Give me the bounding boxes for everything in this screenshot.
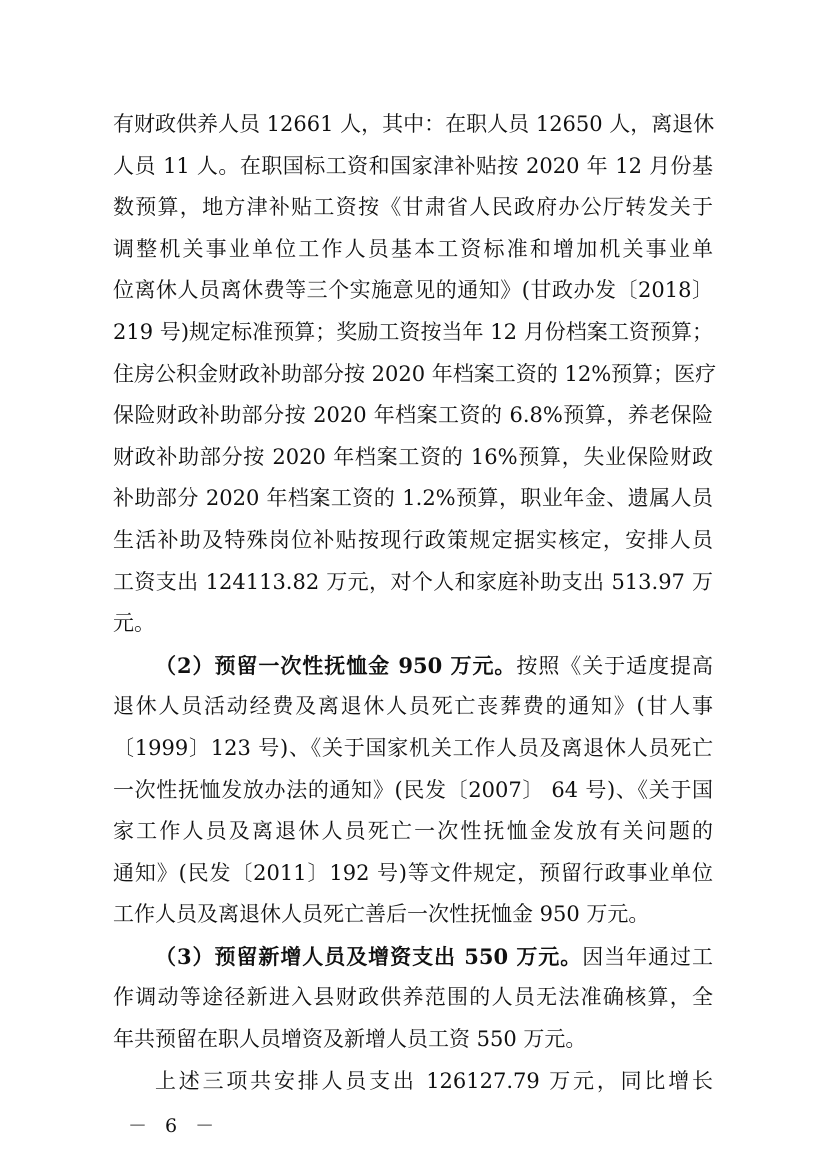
- text-line: 〔1999〕123 号)、《关于国家机关工作人员及离退休人员死亡: [113, 735, 713, 760]
- text-run: 按照《关于适度提高: [516, 653, 713, 678]
- paragraph-personnel-budget: [113, 104, 717, 645]
- paragraph-summary: [113, 1061, 713, 1103]
- text-line: 通知》(民发〔2011〕192 号)等文件规定，预留行政事业单位: [113, 860, 713, 885]
- text-line: 人员 11 人。在职国标工资和国家津补贴按 2020 年 12 月份基: [113, 153, 713, 178]
- text-line: [113, 936, 713, 978]
- document-body: [113, 104, 717, 1102]
- section-heading: （2）预留一次性抚恤金 950 万元。: [155, 652, 517, 678]
- text-line: 生活补助及特殊岗位补贴按现行政策规定据实核定，安排人员: [113, 527, 713, 552]
- text-line: 元。: [113, 611, 155, 636]
- text-line: 219 号)规定标准预算；奖励工资按当年 12 月份档案工资预算；: [113, 319, 713, 344]
- text-line: 工作人员及离退休人员死亡善后一次性抚恤金 950 万元。: [113, 902, 650, 927]
- text-line: 财政补助部分按 2020 年档案工资的 16%预算，失业保险财政: [113, 444, 713, 469]
- text-line: 一次性抚恤发放办法的通知》(民发〔2007〕 64 号)、《关于国: [113, 777, 713, 802]
- text-line: 年共预留在职人员增资及新增人员工资 550 万元。: [113, 1027, 587, 1052]
- text-line: 数预算，地方津补贴工资按《甘肃省人民政府办公厅转发关于: [113, 195, 713, 220]
- paragraph-new-staff-reserve: [113, 936, 713, 1061]
- text-line: 工资支出 124113.82 万元，对个人和家庭补助支出 513.97 万: [113, 569, 713, 594]
- text-line: 补助部分 2020 年档案工资的 1.2%预算，职业年金、遗属人员: [113, 486, 713, 511]
- text-line: 住房公积金财政补助部分按 2020 年档案工资的 12%预算；医疗: [113, 361, 717, 386]
- paragraph-pension-reserve: [113, 645, 713, 936]
- page-number: － 6 －: [128, 1115, 221, 1137]
- text-line: 位离休人员离休费等三个实施意见的通知》(甘政办发〔2018〕: [113, 278, 713, 303]
- text-line: 上述三项共安排人员支出 126127.79 万元，同比增长: [155, 1068, 713, 1093]
- text-line: 退休人员活动经费及离退休人员死亡丧葬费的通知》(甘人事: [113, 694, 713, 719]
- text-line: 家工作人员及离退休人员死亡一次性抚恤金发放有关问题的: [113, 819, 713, 844]
- text-run: 因当年通过工: [582, 944, 713, 969]
- text-line: 调整机关事业单位工作人员基本工资标准和增加机关事业单: [113, 236, 713, 261]
- text-line: 保险财政补助部分按 2020 年档案工资的 6.8%预算，养老保险: [113, 403, 713, 428]
- text-line: [113, 645, 713, 687]
- text-line: 作调动等途径新进入县财政供养范围的人员无法准确核算，全: [113, 985, 713, 1010]
- section-heading: （3）预留新增人员及增资支出 550 万元。: [155, 943, 583, 969]
- text-line: 有财政供养人员 12661 人，其中：在职人员 12650 人，离退休: [113, 112, 715, 136]
